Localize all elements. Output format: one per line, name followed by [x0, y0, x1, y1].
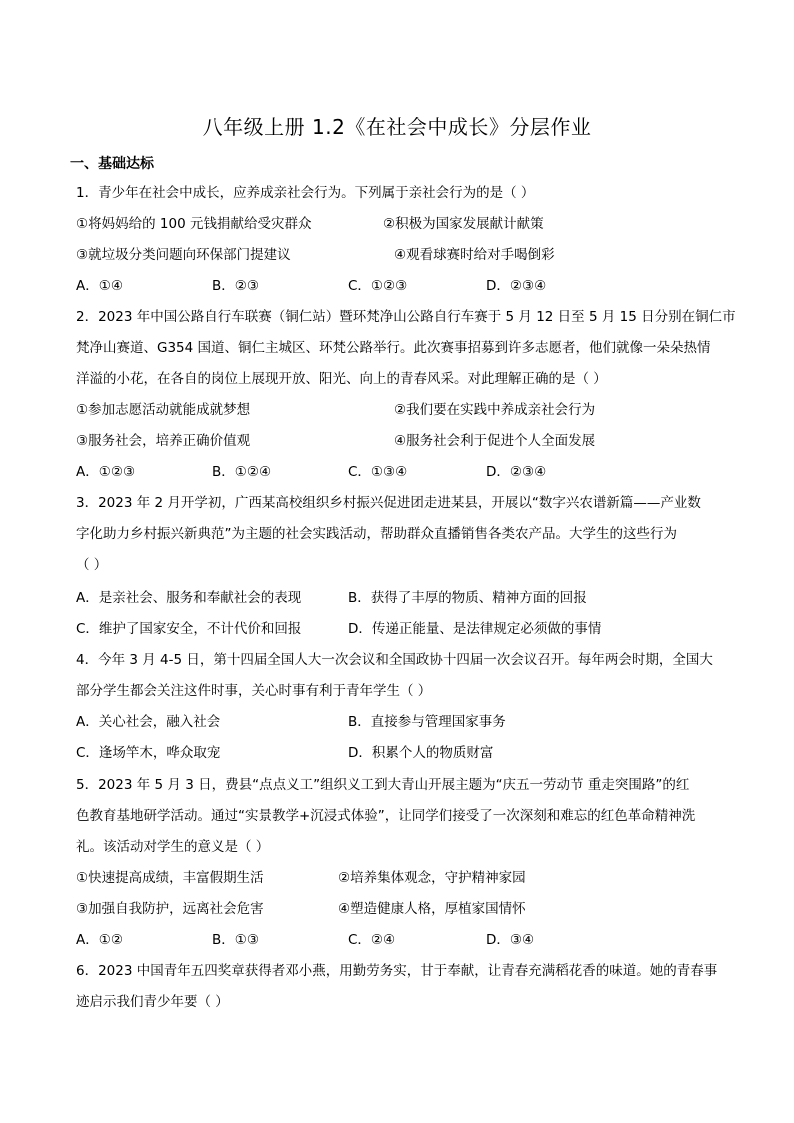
q5-stem-line-1: 5．2023 年 5 月 3 日，费县“点点义工”组织义工到大青山开展主题为“庆五一劳动节 重走突围路”的红: [76, 777, 690, 793]
q5-item-2: ②培养集体观念，守护精神家园: [338, 870, 526, 886]
q5-item-4: ④塑造健康人格，厚植家国情怀: [338, 901, 526, 917]
q1-item-4: ④观看球赛时给对手喝倒彩: [394, 247, 555, 263]
q5-choice-d: D．③④: [486, 932, 535, 948]
q2-item-3: ③服务社会，培养正确价值观: [76, 433, 251, 449]
q2-choice-d: D．②③④: [486, 464, 547, 480]
q3-choice-d: D．传递正能量、是法律规定必须做的事情: [348, 621, 602, 637]
q2-stem-line-1: 2．2023 年中国公路自行车联赛（铜仁站）暨环梵净山公路自行车赛于 5 月 12 日至 5 月 15 日分别在铜仁市: [76, 309, 736, 325]
q3-choice-c: C．维护了国家安全，不计代价和回报: [76, 621, 302, 637]
q2-stem-line-2: 梵净山赛道、G354 国道、铜仁主城区、环梵公路举行。此次赛事招募到许多志愿者，他们就像一朵朵热情: [76, 340, 711, 356]
q5-stem-line-3: 礼。该活动对学生的意义是（ ）: [76, 839, 270, 855]
q4-stem-line-2: 部分学生都会关注这件时事，关心时事有利于青年学生（ ）: [76, 683, 432, 699]
q3-choice-a: A．是亲社会、服务和奉献社会的表现: [76, 590, 302, 606]
q5-choice-c: C．②④: [348, 932, 396, 948]
q5-choice-b: B．①③: [212, 932, 259, 948]
q2-item-2: ②我们要在实践中养成亲社会行为: [394, 402, 596, 418]
q1-item-1: ①将妈妈给的 100 元钱捐献给受灾群众: [76, 216, 312, 232]
q1-item-3: ③就垃圾分类问题向环保部门提建议: [76, 247, 291, 263]
q1-choice-c: C．①②③: [348, 278, 408, 294]
q2-stem-line-3: 洋溢的小花，在各自的岗位上展现开放、阳光、向上的青春风采。对此理解正确的是（ ）: [76, 371, 607, 387]
q6-stem-line-1: 6．2023 中国青年五四奖章获得者邓小燕，用勤劳务实，甘于奉献，让青春充满稻花香的味道。她的青春事: [76, 963, 718, 979]
q5-stem-line-2: 色教育基地研学活动。通过“实景教学+沉浸式体验”，让同学们接受了一次深刻和难忘的红色革命精神洗: [76, 808, 696, 824]
q5-choice-a: A．①②: [76, 932, 123, 948]
q1-choice-d: D．②③④: [486, 278, 547, 294]
q2-choice-c: C．①③④: [348, 464, 408, 480]
q3-stem-line-3: （ ）: [76, 557, 108, 573]
q6-stem-line-2: 迹启示我们青少年要（ ）: [76, 994, 229, 1010]
section-heading: 一、基础达标: [70, 156, 154, 172]
page-title: 八年级上册 1.2《在社会中成长》分层作业: [202, 115, 592, 139]
q2-choice-a: A．①②③: [76, 464, 136, 480]
q4-choice-c: C．逢场竿木，哗众取宠: [76, 745, 221, 761]
q5-item-3: ③加强自我防护，远离社会危害: [76, 901, 264, 917]
q4-choice-b: B．直接参与管理国家事务: [348, 714, 506, 730]
q2-item-4: ④服务社会利于促进个人全面发展: [394, 433, 596, 449]
q2-choice-b: B．①②④: [212, 464, 272, 480]
q1-stem: 1．青少年在社会中成长，应养成亲社会行为。下列属于亲社会行为的是（ ）: [76, 185, 535, 201]
q3-stem-line-1: 3．2023 年 2 月开学初，广西某高校组织乡村振兴促进团走进某县，开展以“数字兴农谱新篇——产业数: [76, 495, 701, 511]
q2-item-1: ①参加志愿活动就能成就梦想: [76, 402, 251, 418]
q4-choice-a: A．关心社会，融入社会: [76, 714, 221, 730]
q1-choice-b: B．②③: [212, 278, 259, 294]
q3-stem-line-2: 字化助力乡村振兴新典范”为主题的社会实践活动，帮助群众直播销售各类农产品。大学生的这些行为: [76, 526, 677, 542]
q1-item-2: ②积极为国家发展献计献策: [383, 216, 544, 232]
q5-item-1: ①快速提高成绩，丰富假期生活: [76, 870, 264, 886]
q4-choice-d: D．积累个人的物质财富: [348, 745, 494, 761]
q4-stem-line-1: 4．今年 3 月 4-5 日，第十四届全国人大一次会议和全国政协十四届一次会议召开。每年两会时期，全国大: [76, 652, 713, 668]
q1-choice-a: A．①④: [76, 278, 123, 294]
q3-choice-b: B．获得了丰厚的物质、精神方面的回报: [348, 590, 587, 606]
